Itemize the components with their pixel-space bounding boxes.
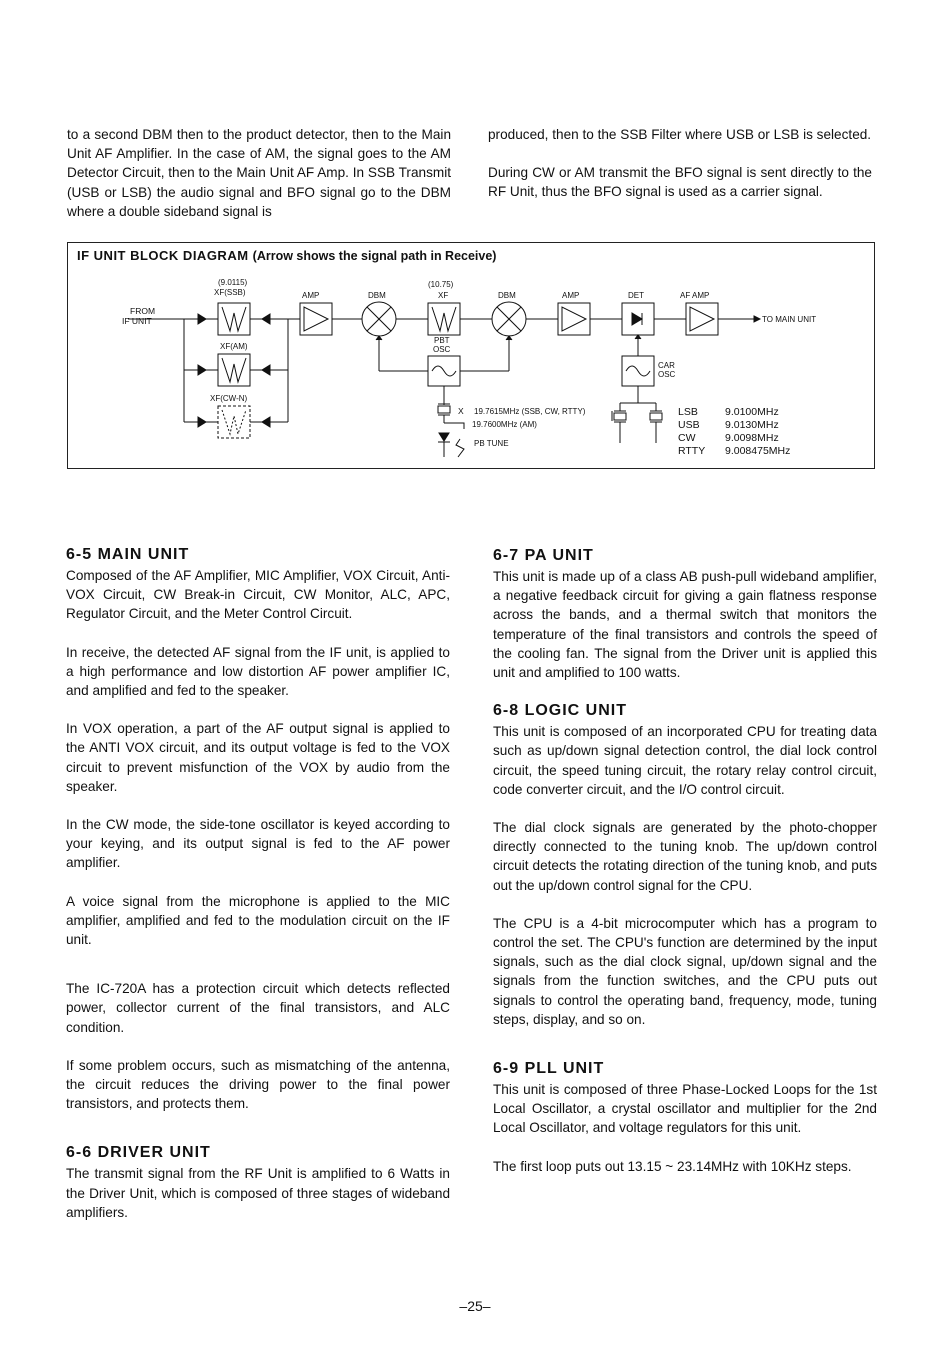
top-left-column	[67, 125, 451, 221]
pbt-osc-label: OSC	[433, 345, 451, 354]
paragraph: In receive, the detected AF signal from the IF unit, is applied to a high performance and low distortion AF power amplifier IC, and amplified and fed to the speaker.	[66, 644, 450, 699]
crystal-icon	[438, 406, 450, 413]
car-label: CAR	[658, 361, 675, 370]
pa-unit-heading: 6-7 PA UNIT	[493, 547, 594, 564]
paragraph: Composed of the AF Amplifier, MIC Amplifier, VOX Circuit, Anti-VOX Circuit, CW Break-in Circuit, CW Monitor, ALC, APC, Regulator Circuit, and the Meter Control Circuit.	[66, 568, 450, 622]
xf-am-label: XF(AM)	[220, 342, 248, 351]
pll-unit-heading: 6-9 PLL UNIT	[493, 1060, 605, 1078]
diode-icon	[262, 417, 270, 427]
if-unit-block-diagram	[67, 242, 875, 469]
logic-unit-heading: 6-8 LOGIC UNIT	[493, 702, 628, 720]
sine-wave-icon	[432, 366, 456, 376]
paragraph: This unit is composed of an incorporated CPU for treating data such as up/down signal detection control, the dial lock control circuit, the speed tuning circuit, the rotary relay control circuit, code converter circuit, and the I/O control circuit.	[493, 724, 877, 797]
xf-ssb-freq: (9.0115)	[218, 278, 248, 287]
xf-ssb-filter-block	[218, 303, 250, 335]
freq-cw: 9.0098MHz	[725, 432, 779, 444]
paragraph: The IC-720A has a protection circuit which detects reflected power, collector current of the final transistors, and ALC condition.	[66, 981, 450, 1035]
paragraph: In VOX operation, a part of the AF output signal is applied to the ANTI VOX circuit, and its output voltage is fed to the VOX circuit to prevent misfunction of the VOX by audio from the speaker.	[66, 721, 450, 794]
varactor-icon	[439, 433, 449, 441]
paragraph: produced, then to the SSB Filter where USB or LSB is selected.	[488, 127, 872, 142]
filter-icon	[222, 307, 246, 331]
driver-unit-heading: 6-6 DRIVER UNIT	[66, 1144, 211, 1162]
mode-lsb: LSB	[678, 406, 698, 418]
pbt-label: PBT	[434, 336, 450, 345]
x-freq-2: 19.7600MHz (AM)	[472, 420, 537, 429]
xf-am-filter-block	[218, 354, 250, 386]
paragraph: The first loop puts out 13.15 ~ 23.14MHz with 10KHz steps.	[493, 1158, 852, 1174]
amplifier-icon	[562, 307, 586, 331]
mode-rtty: RTTY	[678, 445, 706, 457]
dbm-2-label: DBM	[498, 291, 516, 300]
dbm-1-label: DBM	[368, 291, 386, 300]
filter-icon	[432, 307, 456, 331]
mode-cw: CW	[678, 432, 696, 444]
pb-tune-label: PB TUNE	[474, 439, 509, 448]
xf-ssb-label: XF(SSB)	[214, 288, 246, 297]
det-label: DET	[628, 291, 644, 300]
paragraph: During CW or AM transmit the BFO signal is sent directly to the RF Unit, thus the BFO signal is used as a carrier signal.	[488, 165, 872, 200]
diode-icon	[262, 314, 270, 324]
from-label: FROM	[130, 306, 156, 316]
amp-2-label: AMP	[562, 291, 580, 300]
amp-1-label: AMP	[302, 291, 320, 300]
to-main-label: TO MAIN UNIT	[762, 315, 817, 324]
x-freq-1: 19.7615MHz (SSB, CW, RTTY)	[474, 407, 586, 416]
filter-icon	[222, 410, 246, 434]
paragraph: The CPU is a 4-bit microcomputer which has a program to control the set. The CPU's function are determined by the input signals, such as the dial clock signal, up/down signal and the signals from the function switches, and the CPU puts out signals to control the operating band, frequency, mode, tuning steps, display, and so on.	[493, 915, 877, 1027]
paragraph: A voice signal from the microphone is applied to the MIC amplifier, amplified and fed to the modulation circuit on the IF unit.	[66, 893, 450, 948]
amplifier-icon	[304, 307, 328, 331]
diagram-subtitle: (Arrow shows the signal path in Receive)	[252, 249, 497, 263]
page-number: –25–	[459, 1298, 491, 1314]
x-label: X	[458, 406, 464, 416]
car-osc-label: OSC	[658, 370, 676, 379]
paragraph: The transmit signal from the RF Unit is amplified to 6 Watts in the Driver Unit, which is composed of three stages of wideband amplifiers.	[66, 1166, 450, 1220]
crystal-icon	[614, 413, 626, 420]
xf-1075-label: XF	[438, 291, 449, 300]
tune-arrow-icon	[456, 439, 464, 457]
amplifier-icon	[690, 307, 714, 331]
xf-cwn-filter-block	[218, 406, 250, 438]
paragraph: In the CW mode, the side-tone oscillator is keyed according to your keying, and its output signal is fed to the AF power amplifier.	[66, 817, 450, 871]
crystal-icon	[650, 413, 662, 420]
af-amp-label: AF AMP	[680, 291, 710, 300]
freq-usb: 9.0130MHz	[725, 419, 779, 431]
block-diagram-svg	[68, 243, 874, 468]
paragraph: The dial clock signals are generated by the photo-chopper directly connected to the tuning knob. The up/down control circuit detects the rotating direction of the tuning knob, and puts out the up/down control signal for the CPU.	[493, 820, 877, 893]
diode-icon	[198, 365, 206, 375]
paragraph: If some problem occurs, such as mismatching of the antenna, the circuit reduces the driving power to the final power transistors, and protects them.	[66, 1057, 450, 1112]
xf-cwn-label: XF(CW-N)	[210, 394, 248, 403]
diode-icon	[198, 314, 206, 324]
top-right-column	[488, 125, 872, 202]
arrow-icon	[754, 316, 760, 322]
xf-1075-filter-block	[428, 303, 460, 335]
diode-icon	[632, 313, 642, 325]
diode-icon	[262, 365, 270, 375]
from-label-2: IF UNIT	[122, 316, 152, 326]
paragraph: This unit is composed of three Phase-Locked Loops for the 1st Local Oscillator, a crystal oscillator and multiplier for the 2nd Local Oscillator, and voltage regulators for this unit.	[493, 1082, 877, 1136]
paragraph: This unit is made up of a class AB push-pull wideband amplifier, a negative feedback circuit for giving a gain flatness response across the bands, and a thermal switch that monitors the temperature of the final transistors and controls the speed of the cooling fan. The signal from the Driver unit is applied this unit and amplified to 100 watts.	[493, 569, 877, 681]
mode-usb: USB	[678, 419, 700, 431]
sine-wave-icon	[626, 366, 650, 376]
xf-1075-freq: (10.75)	[428, 280, 454, 289]
freq-lsb: 9.0100MHz	[725, 406, 779, 418]
main-unit-heading: 6-5 MAIN UNIT	[66, 546, 190, 563]
left-column	[66, 545, 450, 1222]
diagram-title-text: IF UNIT BLOCK DIAGRAM	[77, 248, 249, 263]
diode-icon	[198, 417, 206, 427]
right-column	[493, 546, 877, 1176]
filter-icon	[222, 358, 246, 382]
paragraph: to a second DBM then to the product detector, then to the Main Unit AF Amplifier. In the case of AM, the signal goes to the AM Detector Circuit, then to the Main Unit AF Amp. In SSB Transmit (USB or LSB) the audio signal and BFO signal go to the DBM where a double sideband signal is	[67, 127, 451, 219]
freq-rtty: 9.008475MHz	[725, 445, 791, 457]
